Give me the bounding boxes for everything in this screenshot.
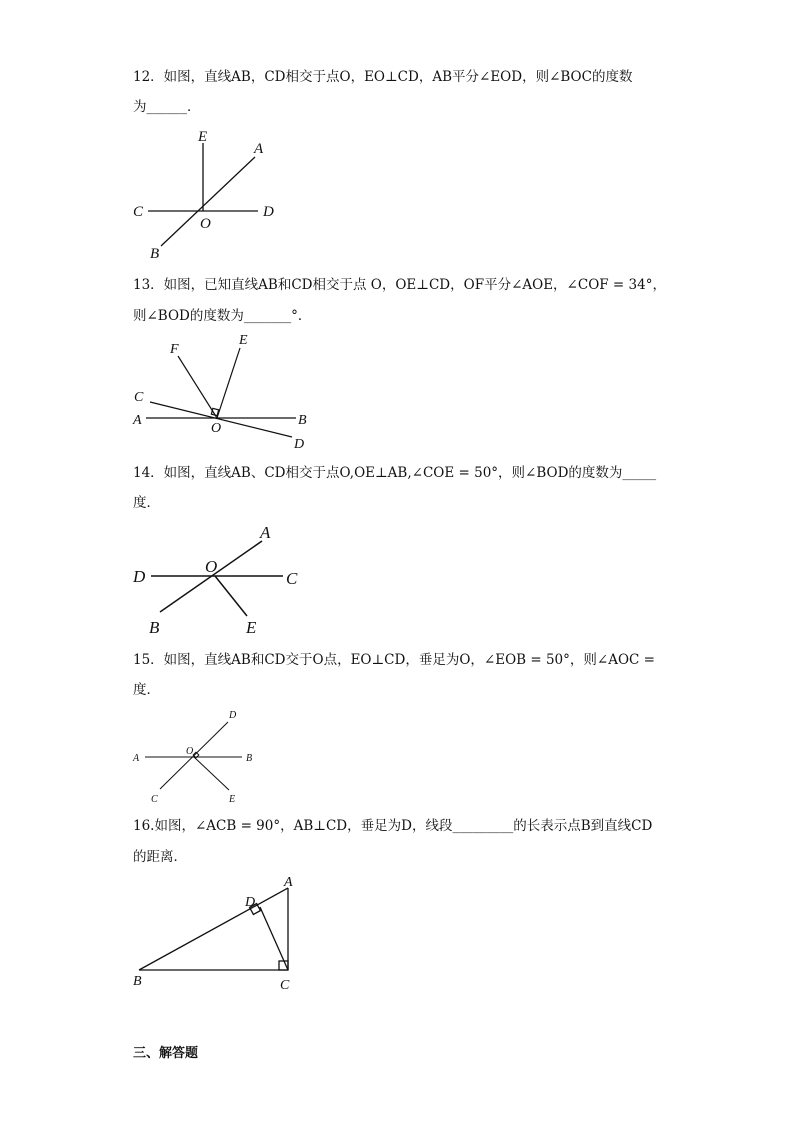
q13-label-f: F bbox=[170, 342, 179, 357]
q13-text-line2: 则∠BOD的度数为_______°． bbox=[133, 308, 312, 324]
q16-label-c: C bbox=[280, 978, 290, 993]
q12-label-e: E bbox=[198, 129, 208, 145]
q14-label-b: B bbox=[149, 618, 160, 637]
q13-label-e: E bbox=[239, 333, 248, 348]
q13-label-d: D bbox=[294, 437, 305, 452]
q15-label-b: B bbox=[246, 753, 253, 764]
q15-text-line2: 度． bbox=[133, 682, 160, 698]
q15-label-e: E bbox=[229, 794, 236, 805]
q15-label-d: D bbox=[229, 710, 237, 721]
q14-label-d: D bbox=[133, 567, 146, 586]
q15-label-o: O bbox=[186, 746, 194, 757]
q15-text-line1: 15．如图，直线AB和CD交于O点，EO⊥CD，垂足为O，∠EOB = 50°，则∠AOC = bbox=[133, 652, 655, 668]
q15-label-c: C bbox=[151, 794, 158, 805]
q14-text-line2: 度． bbox=[133, 495, 160, 511]
q12-label-b: B bbox=[150, 246, 160, 262]
q16-label-b: B bbox=[133, 974, 142, 989]
q14-text-line1: 14．如图，直线AB、CD相交于点O,OE⊥AB,∠COE = 50°，则∠BOD的度数为_____ bbox=[133, 465, 657, 481]
q13-label-b: B bbox=[298, 413, 307, 428]
q14-label-c: C bbox=[286, 569, 298, 588]
q13-label-a: A bbox=[133, 413, 142, 428]
q16-text-line1: 16.如图，∠ACB = 90°，AB⊥CD，垂足为D，线段_________的长表示点B到直线CD bbox=[133, 818, 653, 834]
q16-label-d: D bbox=[245, 895, 256, 910]
q13-text-line1: 13．如图，已知直线AB和CD相交于点 O，OE⊥CD，OF平分∠AOE，∠COF = 34°， bbox=[133, 277, 666, 293]
q12-label-c: C bbox=[133, 204, 144, 220]
q12-text-line2: 为______． bbox=[133, 99, 201, 115]
q12-text-line1: 12．如图，直线AB，CD相交于点O，EO⊥CD，AB平分∠EOD，则∠BOC的度数 bbox=[133, 69, 633, 85]
q13-label-o: O bbox=[211, 421, 222, 436]
q16-side-ab bbox=[139, 888, 288, 970]
q12-label-d: D bbox=[263, 204, 274, 220]
q13-label-c: C bbox=[134, 390, 144, 405]
q12-label-a: A bbox=[254, 141, 264, 157]
q16-text-line2: 的距离． bbox=[133, 849, 187, 865]
q14-label-a: A bbox=[260, 523, 271, 542]
q12-label-o: O bbox=[200, 216, 211, 232]
q14-label-o: O bbox=[205, 557, 218, 576]
q16-label-a: A bbox=[284, 875, 293, 890]
q15-label-a: A bbox=[133, 753, 140, 764]
section-title: 三、解答题 bbox=[133, 1046, 199, 1061]
q14-label-e: E bbox=[246, 618, 257, 637]
